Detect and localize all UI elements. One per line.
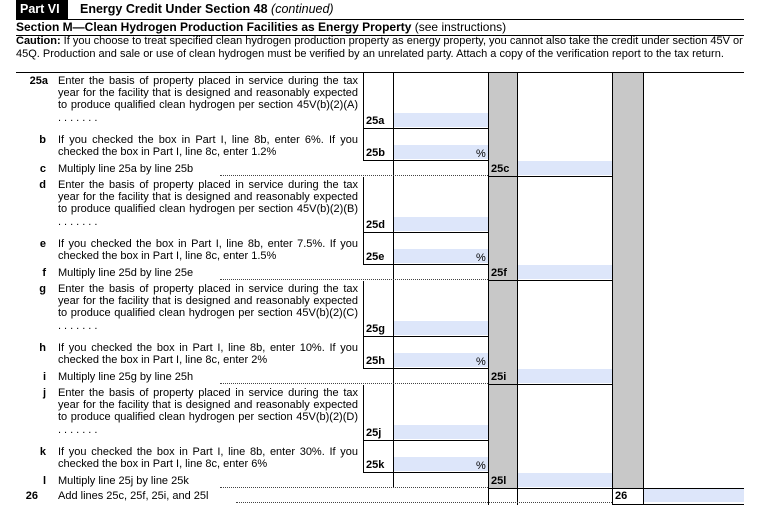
box-label-25j: 25j — [366, 427, 382, 439]
entry-25b[interactable] — [393, 145, 488, 159]
box-label-25k: 25k — [366, 459, 385, 471]
line-number-25i: i — [42, 371, 46, 383]
rule — [363, 472, 488, 473]
rule — [363, 368, 488, 369]
dot-leader: ....... — [58, 111, 101, 124]
rule — [488, 280, 612, 281]
box-label-25d: 25d — [366, 219, 385, 231]
box-label-26: 26 — [615, 490, 628, 502]
entry-25a[interactable] — [393, 113, 488, 127]
part-title — [80, 0, 334, 19]
percent-sign-25e: % — [476, 252, 486, 264]
line-text-25a-content: Enter the basis of property placed in service during the tax year for the facility that is designed and reasonably expected to produce qualified clean hydrogen per section 45V(b)(2)(A) — [58, 75, 358, 112]
rule — [363, 440, 488, 441]
rule — [363, 336, 488, 337]
line-text-25f — [58, 267, 358, 279]
line-text-25e-content: If you checked the box in Part I, line 8b, enter 7.5%. If you checked the box in Part I, line 8c, enter 1.5% — [58, 238, 358, 263]
caution-text: If you choose to treat specified clean hydrogen production property as energy property, you cannot also take the credit under section 45V or 45Q. Production and sale or use of clean hydrogen must be verified by an unrelated party. Attach a copy of the verification report to the tax return. — [16, 35, 743, 60]
rule — [393, 73, 394, 488]
line-text-25l-content: Multiply line 25j by line 25k — [58, 475, 189, 487]
entry-25e[interactable] — [393, 249, 488, 263]
box-label-25g: 25g — [366, 323, 385, 335]
line-number-25g: g — [39, 283, 46, 295]
entry-26[interactable] — [643, 488, 744, 502]
line-text-25h-content: If you checked the box in Part I, line 8b, enter 10%. If you checked the box in Part I, line 8c, enter 2% — [58, 342, 358, 367]
line-number-25k: k — [39, 446, 46, 458]
section-title-text: Section M—Clean Hydrogen Production Facilities as Energy Property — [16, 20, 412, 34]
rule — [612, 73, 613, 505]
line-text-25i-content: Multiply line 25g by line 25h — [58, 371, 194, 383]
part-continued: (continued) — [271, 2, 334, 16]
part-label: Part VI — [16, 0, 68, 19]
box-label-25f: 25f — [491, 267, 507, 279]
percent-sign-25b: % — [476, 148, 486, 160]
rule — [517, 73, 518, 505]
dot-leader — [220, 383, 488, 384]
line-number-25a: 25a — [29, 75, 48, 87]
line-number-26: 26 — [25, 490, 38, 502]
line-number-25e: e — [39, 238, 46, 250]
dot-leader: ....... — [58, 423, 101, 436]
box-label-25b: 25b — [366, 147, 385, 159]
line-text-25i — [58, 371, 358, 383]
dot-leader: ....... — [58, 319, 101, 332]
line-number-25l: l — [42, 475, 46, 487]
caution-label: Caution: — [16, 35, 61, 47]
line-text-25e — [58, 238, 358, 262]
line-text-25d — [58, 179, 358, 228]
box-label-25c: 25c — [491, 163, 510, 175]
percent-sign-25h: % — [476, 356, 486, 368]
line-text-25b-content: If you checked the box in Part I, line 8b, enter 6%. If you checked the box in Part I, line 8c, enter 1.2% — [58, 134, 358, 159]
line-text-25a — [58, 75, 358, 124]
dot-leader: ....... — [58, 215, 101, 228]
line-number-25d: d — [39, 179, 46, 191]
entry-25l[interactable] — [517, 473, 612, 487]
box-label-25e: 25e — [366, 251, 385, 263]
shaded-column-right — [612, 73, 643, 488]
part-header — [16, 0, 744, 20]
entry-25c[interactable] — [517, 161, 612, 175]
entry-25j[interactable] — [393, 425, 488, 439]
dot-leader — [220, 175, 488, 176]
rule — [643, 73, 644, 505]
line-text-25c-content: Multiply line 25a by line 25b — [58, 163, 194, 175]
entry-25h[interactable] — [393, 353, 488, 367]
caution-note — [16, 35, 744, 60]
part-title-text: Energy Credit Under Section 48 — [80, 2, 268, 16]
line-text-25g — [58, 283, 358, 332]
rule — [488, 73, 489, 505]
dot-leader — [220, 279, 488, 280]
percent-sign-25k: % — [476, 460, 486, 472]
box-label-25h: 25h — [366, 355, 385, 367]
line-number-25c: c — [39, 163, 46, 175]
line-number-25j: j — [42, 387, 46, 399]
entry-25d[interactable] — [393, 217, 488, 231]
line-text-25c — [58, 163, 358, 175]
line-text-26 — [58, 490, 358, 502]
box-label-25l: 25l — [491, 475, 507, 487]
rule — [363, 128, 488, 129]
line-text-25b — [58, 134, 358, 158]
line-text-25d-content: Enter the basis of property placed in service during the tax year for the facility that is designed and reasonably expected to produce qualified clean hydrogen per section 45V(b)(2)(B) — [58, 179, 358, 216]
line-text-26-content: Add lines 25c, 25f, 25i, and 25l — [58, 490, 209, 502]
section-title — [16, 20, 744, 36]
dot-leader — [236, 502, 612, 503]
line-text-25l — [58, 475, 358, 487]
line-number-25f: f — [42, 267, 46, 279]
line-text-25k — [58, 446, 358, 470]
rule — [363, 232, 488, 233]
line-text-25k-content: If you checked the box in Part I, line 8b, enter 30%. If you checked the box in Part I, line 8c, enter 6% — [58, 446, 358, 471]
line-text-25f-content: Multiply line 25d by line 25e — [58, 267, 194, 279]
line-number-25h: h — [39, 342, 46, 354]
line-text-25j — [58, 387, 358, 436]
line-text-25h — [58, 342, 358, 366]
entry-25i[interactable] — [517, 369, 612, 383]
entry-25k[interactable] — [393, 457, 488, 471]
box-label-25i: 25i — [491, 371, 507, 383]
line-text-25j-content: Enter the basis of property placed in service during the tax year for the facility that is designed and reasonably expected to produce qualified clean hydrogen per section 45V(b)(2)(D) — [58, 387, 358, 424]
dot-leader — [220, 487, 488, 488]
entry-25g[interactable] — [393, 321, 488, 335]
rule — [363, 264, 488, 265]
rule — [488, 176, 612, 177]
box-label-25a: 25a — [366, 115, 385, 127]
rule — [363, 160, 488, 161]
entry-25f[interactable] — [517, 265, 612, 279]
rule — [488, 384, 612, 385]
line-text-25g-content: Enter the basis of property placed in service during the tax year for the facility that is designed and reasonably expected to produce qualified clean hydrogen per section 45V(b)(2)(C) — [58, 283, 358, 320]
section-note: (see instructions) — [414, 20, 507, 34]
line-number-25b: b — [39, 134, 46, 146]
